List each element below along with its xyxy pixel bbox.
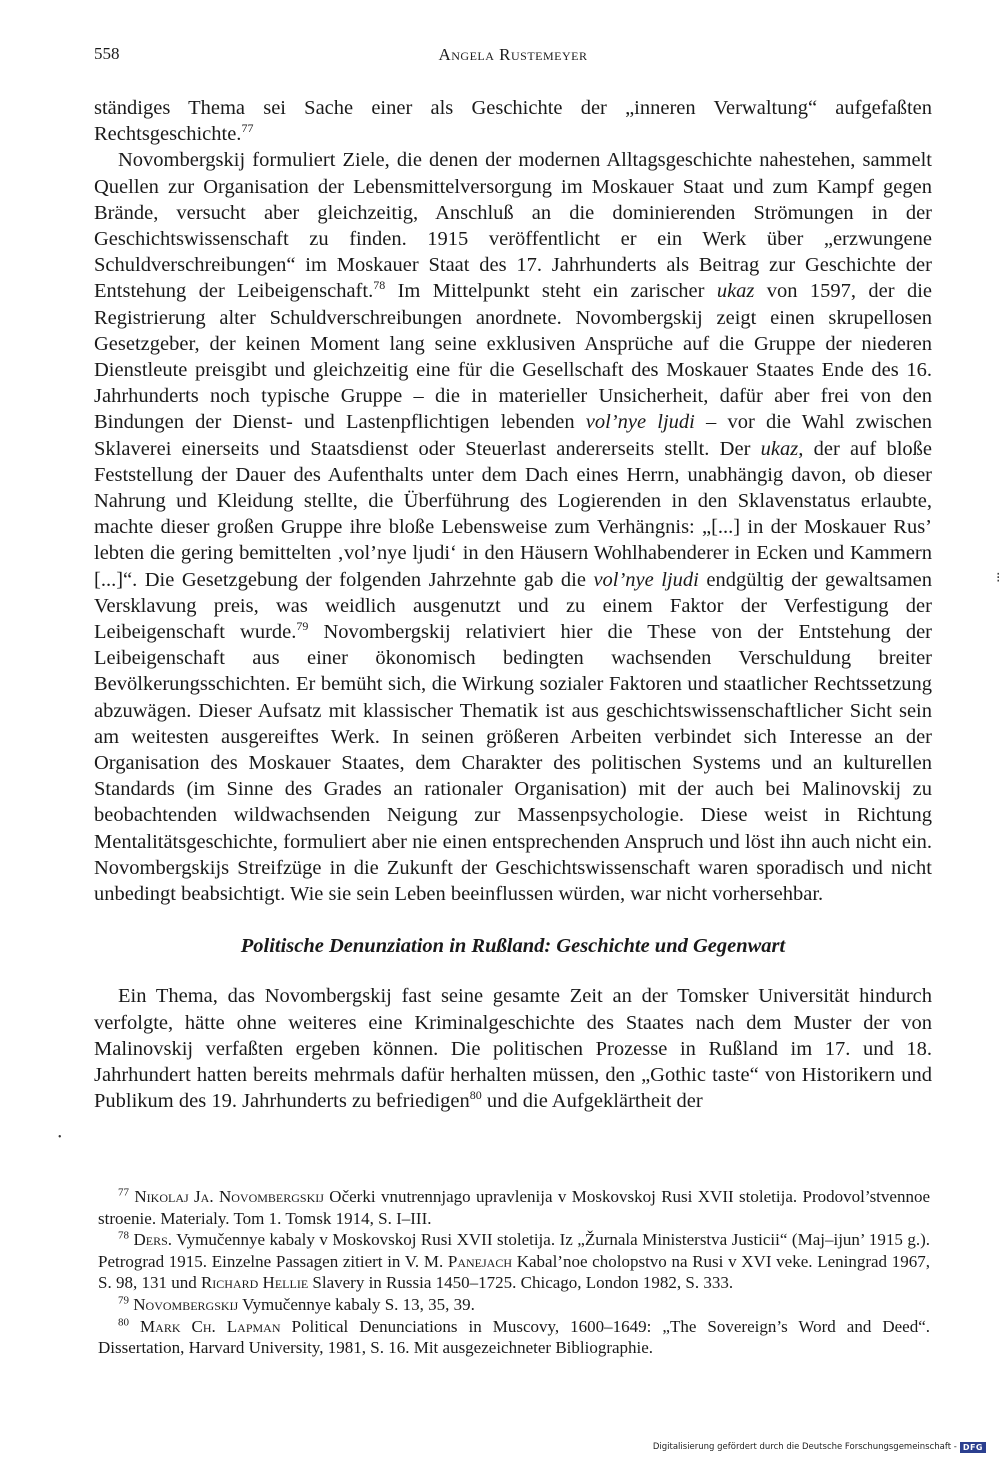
paragraph-2-text-a: Novombergskij formuliert Ziele, die denen der modernen Alltagsgeschichte nahestehen, sammelt Quellen zur Organisation der Lebensmittelversorgung im Moskauer Staat und zum Kampf gegen Brände, versucht aber gleichzeitig, Anschluß an die dominierenden Strömungen in der Geschichtswissenschaft zu finden. 1915 veröffentlicht er ein Werk über „erzwungene Schuldverschreibungen“ im Moskauer Staat des 17. Jahrhunderts als Beitrag zur Geschichte der Entstehung der Leibeigenschaft. <box>94 149 932 303</box>
paragraph-2-text-c: von 1597, der die Registrierung alter Schuldverschreibungen anordnete. Novombergskij zeigt einen skrupellosen Gesetzgeber, der keinen Moment lang seine exklusiven Ansprüche auf die Gruppe der niederen Dienstleute preisgibt und gleichzeitig eine für die Gesellschaft des Moskauer Staates Ende des 16. Jahrhunderts noch typische Gruppe – die in materieller Unsicherheit, dafür aber frei von den Bindungen der Dienst- und Lastenpflichtigen lebenden <box>94 280 933 434</box>
footnote-number: 77 <box>118 1186 129 1199</box>
footnote-ref-78: 78 <box>373 278 386 293</box>
footnote-author: Panejach <box>447 1251 513 1271</box>
footnote-author: Ders. <box>133 1230 173 1250</box>
footnote-79 <box>98 1294 930 1316</box>
page-header <box>94 44 932 72</box>
term-volnye-ljudi: vol’nye ljudi <box>585 411 695 434</box>
margin-dot: • <box>58 1132 62 1143</box>
term-ukaz: ukaz <box>716 280 755 303</box>
paragraph-2-text-b: Im Mittelpunkt steht ein zarischer <box>385 280 717 303</box>
margin-mark <box>996 570 1000 587</box>
paragraph-2-text-d: – vor die Wahl zwischen Sklaverei einerseits und Staatsdienst oder Steuerlast andererseits stellt. Der <box>94 411 933 460</box>
digitization-credit <box>653 1440 986 1454</box>
paragraph-1-text: ständiges Thema sei Sache einer als Geschichte der „inneren Verwaltung“ aufgefaßten Rechtsgeschichte. <box>94 97 932 146</box>
term-ukaz: ukaz, <box>760 437 804 460</box>
term-volnye-ljudi: vol’nye ljudi <box>593 568 699 591</box>
footnote-77 <box>98 1186 930 1229</box>
body-text <box>94 95 932 1114</box>
paragraph-2-text-e: der auf bloße Feststellung der Dauer des Aufenthalts unter dem Dach eines Herrn, unabhängig davon, ob dieser Nahrung und Kleidung stellte, die Überführung des Logierenden in den Sklavenstatus erlaubte, machte dieser großen Gruppe ihre bloße Lebensweise zum Verhängnis: „[...] in der Moskauer Rus’ lebten die gering bemittelten ‚vol’nye ljudi‘ in den Häusern Wohlhabenderer in Ecken und Kammern [...]“. Die Gesetzgebung der folgenden Jahrzehnte gab die <box>94 437 932 591</box>
footnote-author: Mark Ch. Lapman <box>140 1316 281 1336</box>
running-head: Angela Rustemeyer <box>438 45 588 64</box>
footnotes <box>98 1186 930 1359</box>
footnote-author: Nikolaj Ja. Novombergskij <box>134 1187 324 1206</box>
footnote-78 <box>98 1229 930 1294</box>
paragraph-2-text-f: endgültig der gewaltsamen Versklavung preis, was weidlich ausgenutzt und zu einem Faktor der Verfestigung der Leibeigenschaft wurde. <box>94 568 932 644</box>
paragraph-3-text-b: und die Aufgeklärtheit der <box>481 1090 703 1113</box>
paragraph-3-text-a: Ein Thema, das Novombergskij fast seine gesamte Zeit an der Tomsker Universität hindurch verfolgte, hätte ohne weiteres eine Kriminalgeschichte des Staates nach dem Muster der von Malinovskij verfaßten ergeben können. Die politischen Prozesse in Rußland im 17. und 18. Jahrhundert hatten bereits mehrmals dafür herhalten müssen, den „Gothic taste“ von Historikern und Publikum des 19. Jahrhunderts zu befriedigen <box>94 985 932 1113</box>
footnote-text: Political Denunciations in Muscovy, 1600–1649: „The Sovereign’s Word and Deed“. Dissertation, Harvard University, 1981, S. 16. Mit ausgezeichneter Bibliographie. <box>98 1316 931 1358</box>
footnote-number: 80 <box>118 1315 129 1328</box>
footnote-text: Očerki vnutrennjago upravlenija v Moskovskoj Rusi XVII stoletija. Prodovol’stvennoe stroenie. Materialy. Tom 1. Tomsk 1914, S. I–III. <box>98 1187 930 1228</box>
footnote-number: 78 <box>118 1229 129 1242</box>
page-number: 558 <box>94 44 120 63</box>
footnote-author: Richard Hellie <box>200 1273 309 1293</box>
footnote-ref-77: 77 <box>241 121 254 136</box>
footnote-text: Slavery in Russia 1450–1725. Chicago, London 1982, S. 333. <box>308 1273 734 1293</box>
credit-text: Digitalisierung gefördert durch die Deutsche Forschungsgemeinschaft - <box>652 1442 957 1452</box>
paragraph-2-text-g: Novombergskij relativiert hier die These von der Entstehung der Leibeigenschaft aus einer ökonomisch bedingten wachsenden Verschuldung breiter Bevölkerungsschichten. Er bemüht sich, die Wirkung sozialer Faktoren und staatlicher Rechtssetzung abzuwägen. Dieser Aufsatz mit klassischer Thematik ist aus geschichtswissenschaftlicher Sicht sein am weitesten ausgereiftes Werk. In seinen größeren Arbeiten verbindet sich Interesse an der Organisation des Moskauer Staates, dem Charakter des politischen Systems und an kulturellen Standards (im Sinne des Grades an rationaler Organisation) mit der auch bei Malinovskij zu beobachtenden wildwachsenden Neigung zur Massenpsychologie. Diese weist in Richtung Mentalitätsgeschichte, formuliert aber nie einen entsprechenden Anspruch und löst ihn auch nicht ein. Novombergskijs Streifzüge in die Zukunft der Geschichtswissenschaft waren sporadisch und nicht unbedingt beabsichtigt. Wie sie sein Leben beeinflussen würden, war nicht vorhersehbar. <box>94 621 933 906</box>
paragraph-1 <box>94 95 932 147</box>
footnote-number: 79 <box>118 1294 129 1307</box>
paragraph-2 <box>94 147 932 907</box>
footnote-80 <box>98 1316 930 1359</box>
footnote-text: Vymučennye kabaly v Moskovskoj Rusi XVII stoletija. Iz „Žurnala Ministerstva Justicii“ (Maj–ijun’ 1915 g.). Petrograd 1915. Einzelne Passagen zitiert in V. M. <box>98 1230 931 1271</box>
footnote-ref-80: 80 <box>469 1088 482 1103</box>
footnote-text: Vymučennye kabaly S. 13, 35, 39. <box>238 1294 475 1314</box>
footnote-text: Kabal’noe cholopstvo na Rusi v XVI veke. Leningrad 1967, S. 98, 131 und <box>98 1251 930 1293</box>
paragraph-3 <box>94 983 932 1114</box>
footnote-ref-79: 79 <box>296 619 309 634</box>
footnote-author: Novombergskij <box>133 1294 239 1314</box>
section-heading: Politische Denunziation in Rußland: Geschichte und Gegenwart <box>240 935 786 958</box>
dfg-logo: DFG <box>960 1442 986 1453</box>
